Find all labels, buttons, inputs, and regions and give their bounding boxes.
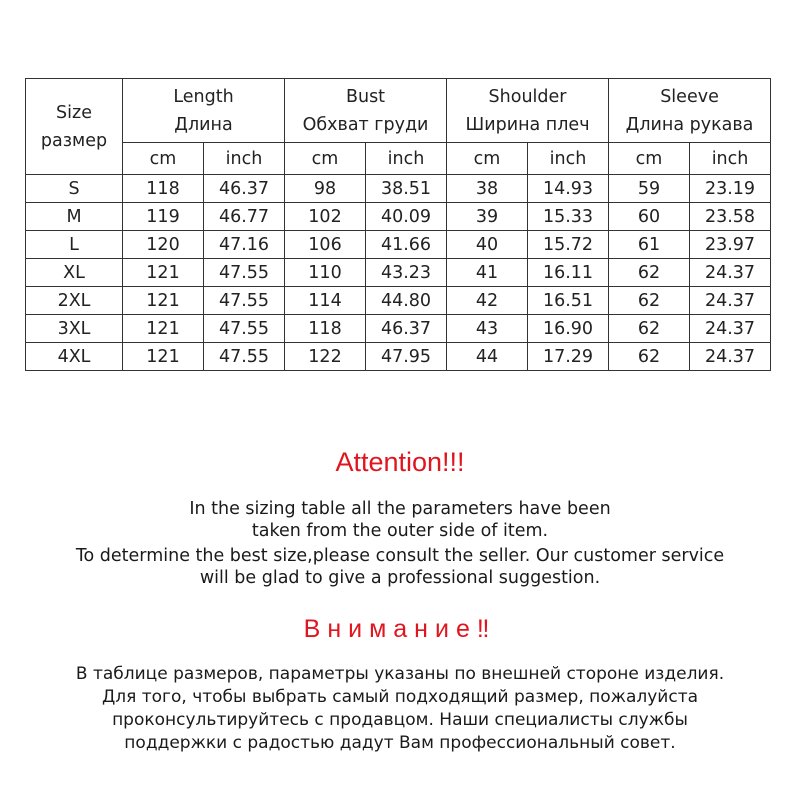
value-cell: 23.97 bbox=[690, 231, 771, 259]
size-label: Size bbox=[56, 102, 92, 123]
value-cell: 121 bbox=[123, 315, 204, 343]
notice-ru-line: проконсультируйтесь с продавцом. Наши специалисты службы bbox=[112, 710, 688, 730]
unit-header: inch bbox=[690, 143, 771, 175]
value-cell: 62 bbox=[609, 287, 690, 315]
value-cell: 62 bbox=[609, 259, 690, 287]
value-cell: 40.09 bbox=[366, 203, 447, 231]
unit-header: cm bbox=[123, 143, 204, 175]
value-cell: 23.19 bbox=[690, 175, 771, 203]
value-cell: 62 bbox=[609, 343, 690, 371]
value-cell: 121 bbox=[123, 259, 204, 287]
value-cell: 24.37 bbox=[690, 315, 771, 343]
value-cell: 102 bbox=[285, 203, 366, 231]
value-cell: 61 bbox=[609, 231, 690, 259]
notice-en-line: In the sizing table all the parameters have been bbox=[189, 499, 611, 519]
unit-header: inch bbox=[204, 143, 285, 175]
size-label-ru: размер bbox=[40, 130, 108, 151]
value-cell: 16.11 bbox=[528, 259, 609, 287]
notice-en-line: To determine the best size,please consult the seller. Our customer service bbox=[75, 546, 725, 566]
size-cell: L bbox=[26, 231, 123, 259]
value-cell: 47.55 bbox=[204, 343, 285, 371]
value-cell: 114 bbox=[285, 287, 366, 315]
shoulder-label-en: Shoulder bbox=[488, 86, 567, 107]
length-header bbox=[123, 79, 285, 143]
value-cell: 47.95 bbox=[366, 343, 447, 371]
value-cell: 106 bbox=[285, 231, 366, 259]
value-cell: 119 bbox=[123, 203, 204, 231]
size-cell: 4XL bbox=[26, 343, 123, 371]
value-cell: 47.55 bbox=[204, 259, 285, 287]
bust-label-en: Bust bbox=[345, 86, 386, 107]
unit-header: cm bbox=[447, 143, 528, 175]
notice-ru-paragraph bbox=[0, 663, 800, 755]
value-cell: 24.37 bbox=[690, 343, 771, 371]
notice-en-paragraph-1 bbox=[0, 498, 800, 542]
notice-ru-line: Для того, чтобы выбрать самый подходящий размер, пожалуйста bbox=[101, 687, 699, 707]
length-label-ru: Длина bbox=[174, 114, 233, 135]
value-cell: 24.37 bbox=[690, 287, 771, 315]
value-cell: 16.90 bbox=[528, 315, 609, 343]
table-row bbox=[26, 259, 771, 287]
value-cell: 118 bbox=[285, 315, 366, 343]
value-cell: 40 bbox=[447, 231, 528, 259]
header-row-units bbox=[26, 143, 771, 175]
length-label-en: Length bbox=[173, 86, 234, 107]
sleeve-label-ru: Длина рукава bbox=[625, 114, 754, 135]
value-cell: 41.66 bbox=[366, 231, 447, 259]
value-cell: 39 bbox=[447, 203, 528, 231]
value-cell: 46.37 bbox=[366, 315, 447, 343]
attention-title-ru: Внимание‼ bbox=[303, 615, 497, 643]
value-cell: 42 bbox=[447, 287, 528, 315]
unit-header: cm bbox=[609, 143, 690, 175]
value-cell: 121 bbox=[123, 343, 204, 371]
unit-header: cm bbox=[285, 143, 366, 175]
sleeve-header bbox=[609, 79, 771, 143]
value-cell: 38 bbox=[447, 175, 528, 203]
table-row bbox=[26, 175, 771, 203]
value-cell: 47.16 bbox=[204, 231, 285, 259]
value-cell: 23.58 bbox=[690, 203, 771, 231]
value-cell: 41 bbox=[447, 259, 528, 287]
table-row bbox=[26, 231, 771, 259]
unit-header: inch bbox=[528, 143, 609, 175]
value-cell: 118 bbox=[123, 175, 204, 203]
size-cell: 2XL bbox=[26, 287, 123, 315]
notice-en-line: will be glad to give a professional suggestion. bbox=[199, 568, 601, 588]
value-cell: 46.77 bbox=[204, 203, 285, 231]
value-cell: 17.29 bbox=[528, 343, 609, 371]
value-cell: 24.37 bbox=[690, 259, 771, 287]
value-cell: 98 bbox=[285, 175, 366, 203]
size-cell: M bbox=[26, 203, 123, 231]
size-header-cell bbox=[26, 79, 123, 175]
value-cell: 59 bbox=[609, 175, 690, 203]
value-cell: 120 bbox=[123, 231, 204, 259]
value-cell: 62 bbox=[609, 315, 690, 343]
header-row-groups bbox=[26, 79, 771, 143]
shoulder-header bbox=[447, 79, 609, 143]
bust-label-ru: Обхват груди bbox=[302, 114, 429, 135]
table-row bbox=[26, 287, 771, 315]
unit-header: inch bbox=[366, 143, 447, 175]
value-cell: 14.93 bbox=[528, 175, 609, 203]
value-cell: 44.80 bbox=[366, 287, 447, 315]
table-row bbox=[26, 315, 771, 343]
shoulder-label-ru: Ширина плеч bbox=[465, 114, 590, 135]
attention-title-en: Attention!!! bbox=[335, 447, 465, 477]
table-row bbox=[26, 203, 771, 231]
size-cell: XL bbox=[26, 259, 123, 287]
value-cell: 43 bbox=[447, 315, 528, 343]
size-cell: S bbox=[26, 175, 123, 203]
notice-ru-line: поддержки с радостью дадут Вам профессиональный совет. bbox=[124, 733, 676, 753]
value-cell: 122 bbox=[285, 343, 366, 371]
sleeve-label-en: Sleeve bbox=[660, 86, 719, 107]
value-cell: 15.72 bbox=[528, 231, 609, 259]
notice-en-line: taken from the outer side of item. bbox=[251, 521, 549, 541]
value-cell: 15.33 bbox=[528, 203, 609, 231]
value-cell: 60 bbox=[609, 203, 690, 231]
bust-header bbox=[285, 79, 447, 143]
value-cell: 110 bbox=[285, 259, 366, 287]
size-cell: 3XL bbox=[26, 315, 123, 343]
size-table bbox=[25, 78, 771, 371]
value-cell: 46.37 bbox=[204, 175, 285, 203]
value-cell: 47.55 bbox=[204, 315, 285, 343]
value-cell: 43.23 bbox=[366, 259, 447, 287]
notice-en-paragraph-2 bbox=[0, 545, 800, 589]
value-cell: 121 bbox=[123, 287, 204, 315]
value-cell: 44 bbox=[447, 343, 528, 371]
value-cell: 16.51 bbox=[528, 287, 609, 315]
notice-ru-line: В таблице размеров, параметры указаны по внешней стороне изделия. bbox=[75, 664, 725, 684]
value-cell: 47.55 bbox=[204, 287, 285, 315]
table-row bbox=[26, 343, 771, 371]
value-cell: 38.51 bbox=[366, 175, 447, 203]
